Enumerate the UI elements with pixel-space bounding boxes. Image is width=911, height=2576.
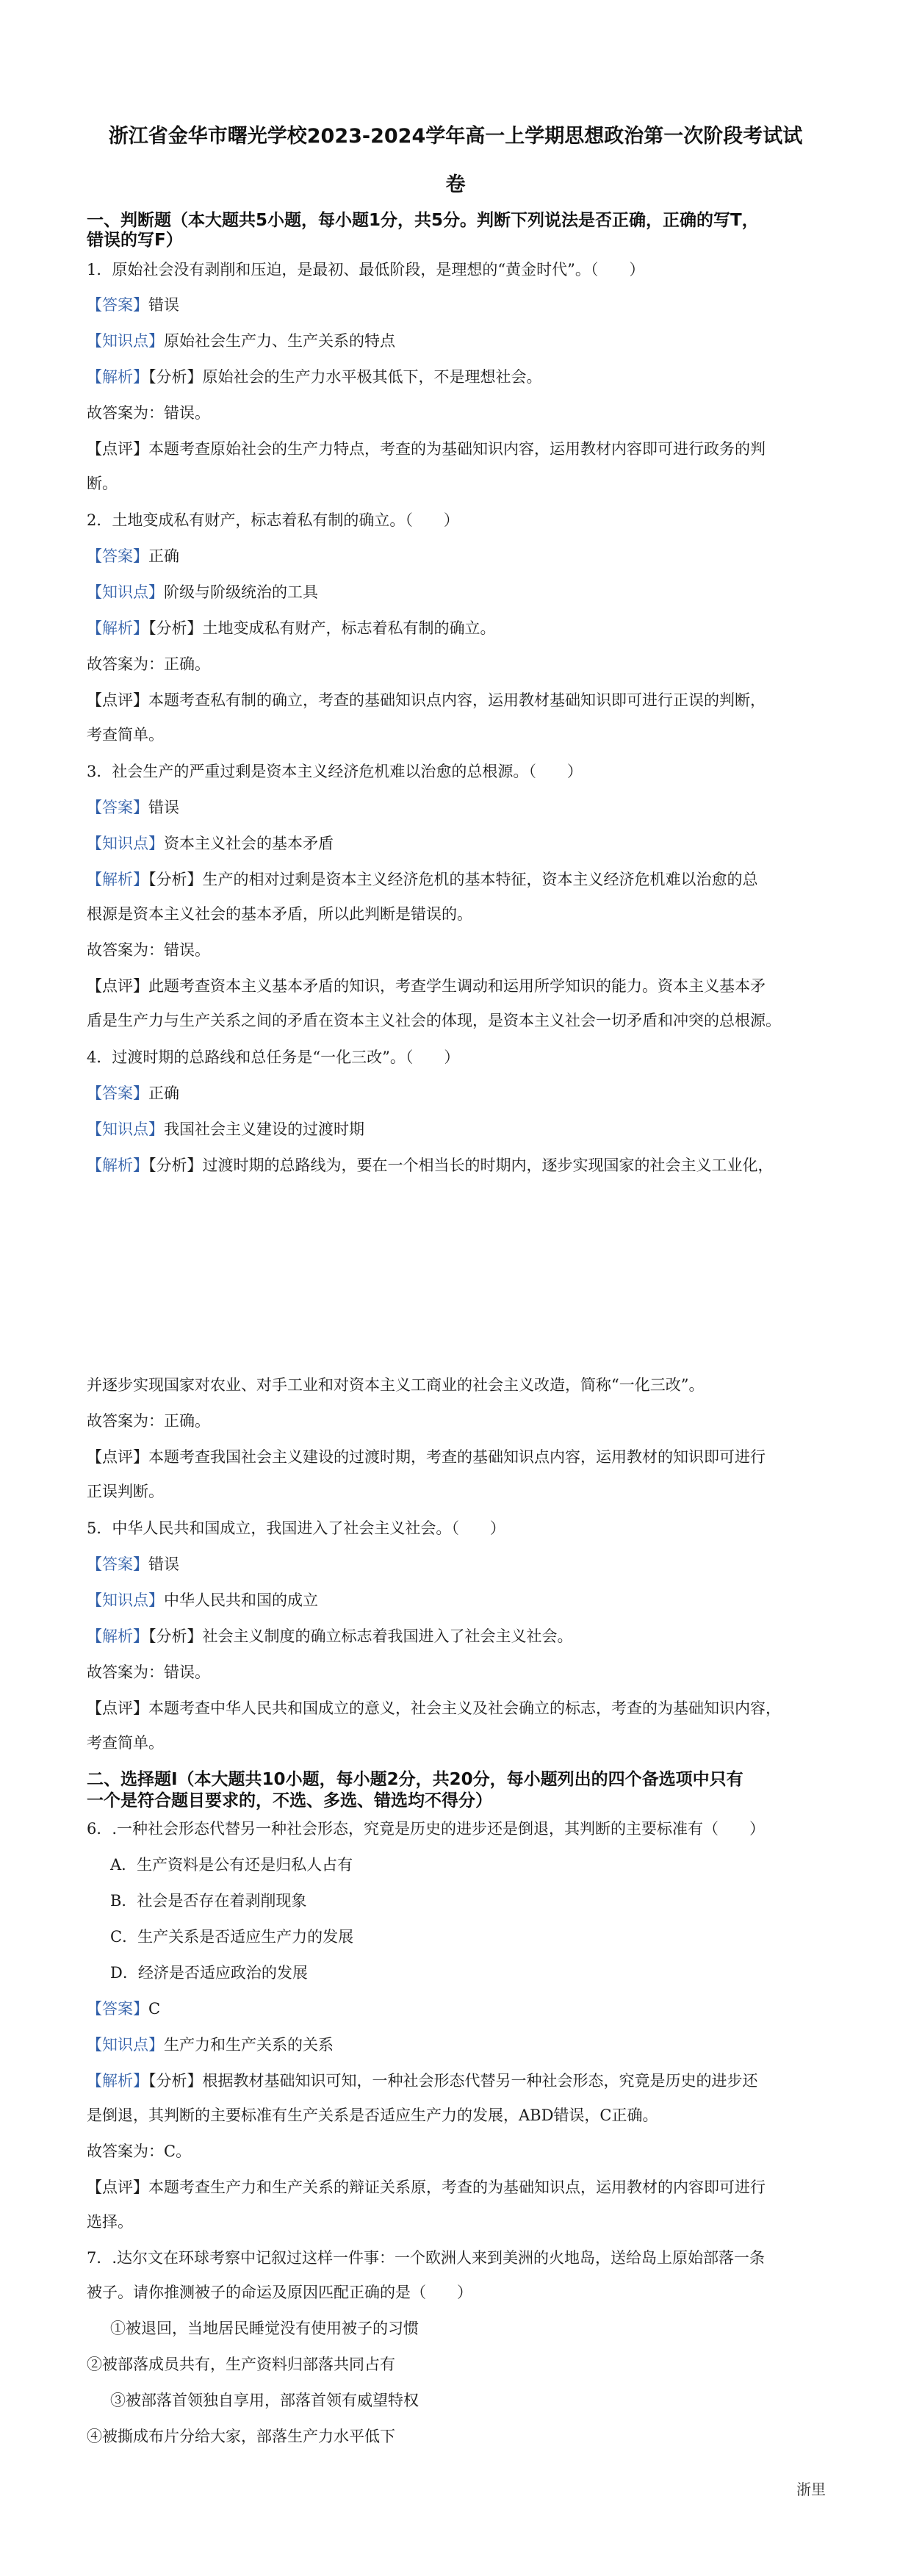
q6-comment-cont: 选择。 [87, 2213, 133, 2231]
q1-answer [87, 294, 824, 316]
answer-tag: 【答案】 [87, 1555, 148, 1573]
comment-text: 本题考查中华人民共和国成立的意义，社会主义及社会确立的标志，考查的为基础知识内容， [148, 1699, 781, 1717]
answer-tag: 【答案】 [87, 547, 148, 565]
answer-tag: 【答案】 [87, 799, 148, 816]
q6-final-answer: 故答案为：C。 [87, 2143, 192, 2160]
q2-comment-cont: 考查简单。 [87, 726, 164, 744]
answer-text: C [148, 2000, 161, 2018]
q3-comment-cont: 盾是生产力与生产关系之间的矛盾在资本主义社会的体现，是资本主义社会一切矛盾和冲突的总根源。 [87, 1012, 781, 1029]
q6-analysis [87, 2070, 824, 2092]
comment-tag: 【点评】 [87, 691, 148, 709]
knowledge-point-tag: 【知识点】 [87, 583, 164, 601]
knowledge-point-text: 原始社会生产力、生产关系的特点 [164, 332, 395, 350]
section2-heading-line-1: 二、选择题Ⅰ（本大题共10小题，每小题2分，共20分，每小题列出的四个备选项中只有 [87, 1770, 743, 1789]
section1-heading-line-2: 错误的写F） [87, 231, 183, 250]
answer-text: 错误 [148, 1555, 179, 1573]
q4-analysis [87, 1154, 824, 1176]
q7-option-2: ②被部落成员共有，生产资料归部落共同占有 [87, 2356, 395, 2373]
answer-text: 正确 [148, 1084, 179, 1102]
answer-text: 错误 [148, 296, 179, 314]
q3-stem: 3．社会生产的严重过剩是资本主义经济危机难以治愈的总根源。（ ） [87, 763, 583, 780]
q4-answer [87, 1082, 824, 1104]
document-title-line-2: 卷 [445, 173, 466, 196]
analysis-text: 【分析】原始社会的生产力水平极其低下，不是理想社会。 [148, 368, 542, 386]
q7-option-4: ④被撕成布片分给大家，部落生产力水平低下 [87, 2428, 395, 2445]
answer-tag: 【答案】 [87, 2000, 148, 2018]
knowledge-point-tag: 【知识点】 [87, 1120, 164, 1138]
analysis-text: 【分析】根据教材基础知识可知，一种社会形态代替另一种社会形态，究竟是历史的进步还 [148, 2072, 758, 2090]
comment-text: 本题考查原始社会的生产力特点，考查的为基础知识内容，运用教材内容即可进行政务的判 [148, 440, 766, 458]
analysis-text: 【分析】过渡时期的总路线为，要在一个相当长的时期内，逐步实现国家的社会主义工业化， [148, 1156, 774, 1174]
knowledge-point-tag: 【知识点】 [87, 2036, 164, 2054]
analysis-tag: 【解析】 [87, 871, 148, 888]
knowledge-point-tag: 【知识点】 [87, 835, 164, 852]
comment-tag: 【点评】 [87, 977, 148, 995]
analysis-tag: 【解析】 [87, 2072, 148, 2090]
page-footer: 浙里 [796, 2480, 826, 2498]
comment-text: 本题考查生产力和生产关系的辩证关系原，考查的为基础知识点，运用教材的内容即可进行 [148, 2179, 766, 2196]
q2-answer [87, 545, 824, 567]
answer-tag: 【答案】 [87, 296, 148, 314]
analysis-text: 【分析】土地变成私有财产，标志着私有制的确立。 [148, 619, 496, 637]
q5-comment-cont: 考查简单。 [87, 1734, 164, 1752]
q7-stem: 7．.达尔文在环球考察中记叙过这样一件事：一个欧洲人来到美洲的火地岛，送给岛上原始部落一条 [87, 2249, 766, 2267]
q6-option-c: C．生产关系是否适应生产力的发展 [110, 1928, 354, 1946]
q3-comment [87, 975, 824, 997]
q5-comment [87, 1697, 824, 1719]
q6-option-a: A．生产资料是公有还是归私人占有 [110, 1856, 353, 1874]
q4-final-answer: 故答案为：正确。 [87, 1412, 210, 1430]
q2-final-answer: 故答案为：正确。 [87, 655, 210, 673]
section1-heading-line-1: 一、判断题（本大题共5小题，每小题1分，共5分。判断下列说法是否正确，正确的写T， [87, 211, 759, 230]
section2-heading-line-2: 一个是符合题目要求的，不选、多选、错选均不得分） [87, 1791, 492, 1810]
q5-stem: 5．中华人民共和国成立，我国进入了社会主义社会。（ ） [87, 1519, 505, 1537]
q2-analysis [87, 617, 824, 639]
analysis-text: 【分析】社会主义制度的确立标志着我国进入了社会主义社会。 [148, 1627, 573, 1645]
analysis-text: 【分析】生产的相对过剩是资本主义经济危机的基本特征，资本主义经济危机难以治愈的总 [148, 871, 758, 888]
q2-knowledge-point [87, 581, 824, 603]
q3-analysis [87, 868, 824, 891]
q2-comment [87, 689, 824, 711]
knowledge-point-tag: 【知识点】 [87, 332, 164, 350]
knowledge-point-text: 我国社会主义建设的过渡时期 [164, 1120, 364, 1138]
answer-tag: 【答案】 [87, 1084, 148, 1102]
q1-comment-cont: 断。 [87, 475, 118, 492]
q5-knowledge-point [87, 1589, 824, 1611]
q7-stem-cont: 被子。请你推测被子的命运及原因匹配正确的是（ ） [87, 2284, 472, 2301]
comment-tag: 【点评】 [87, 1448, 148, 1466]
q1-knowledge-point [87, 330, 824, 352]
q5-analysis [87, 1625, 824, 1647]
q3-knowledge-point [87, 832, 824, 855]
q1-comment [87, 438, 824, 460]
answer-text: 错误 [148, 799, 179, 816]
comment-text: 本题考查我国社会主义建设的过渡时期，考查的基础知识点内容，运用教材的知识即可进行 [148, 1448, 766, 1466]
comment-tag: 【点评】 [87, 1699, 148, 1717]
q6-option-d: D．经济是否适应政治的发展 [110, 1964, 308, 1982]
comment-tag: 【点评】 [87, 2179, 148, 2196]
knowledge-point-text: 生产力和生产关系的关系 [164, 2036, 334, 2054]
analysis-tag: 【解析】 [87, 619, 148, 637]
answer-text: 正确 [148, 547, 179, 565]
q6-analysis-cont: 是倒退，其判断的主要标准有生产关系是否适应生产力的发展，ABD错误，C正确。 [87, 2107, 658, 2124]
q6-answer [87, 1998, 824, 2020]
q4-stem: 4．过渡时期的总路线和总任务是“一化三改”。（ ） [87, 1048, 460, 1066]
q5-final-answer: 故答案为：错误。 [87, 1663, 210, 1681]
q4-comment [87, 1446, 824, 1468]
q1-stem: 1．原始社会没有剥削和压迫，是最初、最低阶段，是理想的“黄金时代”。（ ） [87, 261, 645, 278]
analysis-tag: 【解析】 [87, 368, 148, 386]
q3-final-answer: 故答案为：错误。 [87, 941, 210, 959]
q4-comment-cont: 正误判断。 [87, 1483, 164, 1500]
q3-analysis-cont: 根源是资本主义社会的基本矛盾，所以此判断是错误的。 [87, 905, 472, 923]
knowledge-point-text: 资本主义社会的基本矛盾 [164, 835, 334, 852]
q7-option-3: ③被部落首领独自享用，部落首领有威望特权 [110, 2392, 419, 2409]
q5-answer [87, 1553, 824, 1575]
knowledge-point-tag: 【知识点】 [87, 1591, 164, 1609]
q1-analysis [87, 366, 824, 388]
q7-option-1: ①被退回，当地居民睡觉没有使用被子的习惯 [110, 2320, 419, 2337]
q6-option-b: B．社会是否存在着剥削现象 [110, 1892, 307, 1910]
q1-final-answer: 故答案为：错误。 [87, 404, 210, 422]
knowledge-point-text: 阶级与阶级统治的工具 [164, 583, 318, 601]
q2-stem: 2．土地变成私有财产，标志着私有制的确立。（ ） [87, 511, 459, 529]
comment-text: 本题考查私有制的确立，考查的基础知识点内容，运用教材基础知识即可进行正误的判断， [148, 691, 766, 709]
knowledge-point-text: 中华人民共和国的成立 [164, 1591, 318, 1609]
q3-answer [87, 796, 824, 819]
q6-stem: 6．.一种社会形态代替另一种社会形态，究竟是历史的进步还是倒退，其判断的主要标准有（ ） [87, 1820, 766, 1838]
q6-comment [87, 2176, 824, 2198]
comment-tag: 【点评】 [87, 440, 148, 458]
q6-knowledge-point [87, 2034, 824, 2056]
analysis-tag: 【解析】 [87, 1156, 148, 1174]
document-title-line-1: 浙江省金华市曙光学校2023-2024学年高一上学期思想政治第一次阶段考试试 [108, 125, 803, 148]
analysis-tag: 【解析】 [87, 1627, 148, 1645]
comment-text: 此题考查资本主义基本矛盾的知识，考查学生调动和运用所学知识的能力。资本主义基本矛 [148, 977, 766, 995]
q4-knowledge-point [87, 1118, 824, 1140]
q4-analysis-cont: 并逐步实现国家对农业、对手工业和对资本主义工商业的社会主义改造，简称“一化三改”。 [87, 1376, 705, 1394]
